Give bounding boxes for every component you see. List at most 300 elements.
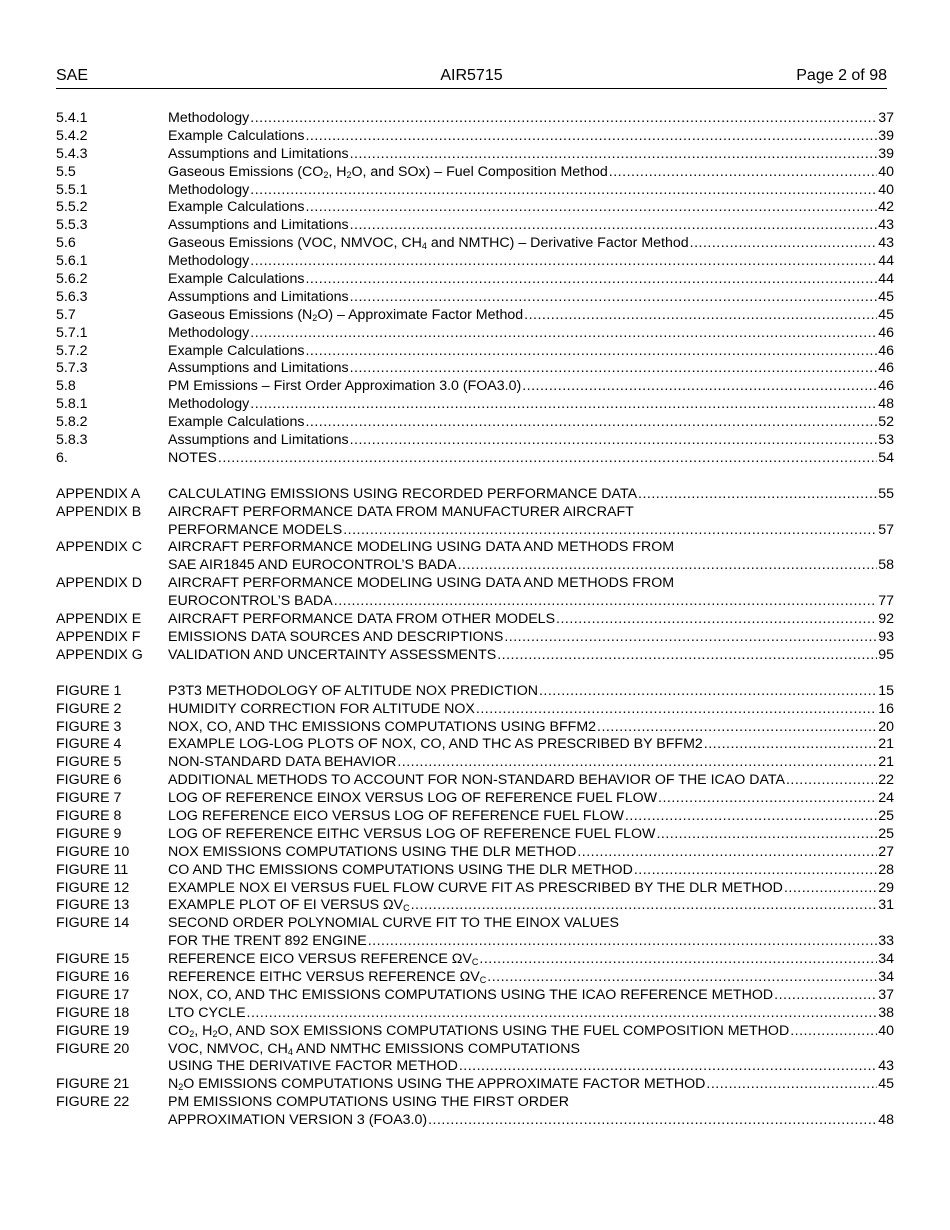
toc-entry-page: 27: [878, 843, 894, 860]
toc-entry-page: 48: [878, 1112, 894, 1129]
header-page-number: Page 2 of 98: [796, 67, 887, 84]
toc-entry-number: FIGURE 4: [56, 736, 122, 753]
toc-entry-body: [168, 271, 894, 289]
toc-entry-number: FIGURE 17: [56, 986, 130, 1003]
toc-entry-body: [168, 235, 894, 253]
toc-entry-number: FIGURE 6: [56, 772, 122, 789]
toc-entry-number: 6.: [56, 449, 68, 466]
toc-entry-body: [168, 343, 894, 361]
toc-dot-leader: [774, 987, 877, 1005]
toc-entry-number: 5.5.1: [56, 181, 88, 198]
toc-entry[interactable]: [56, 360, 894, 378]
toc-entry[interactable]: [56, 719, 894, 737]
toc-entry-page: 34: [878, 951, 894, 968]
toc-entry[interactable]: [56, 1023, 894, 1041]
toc-entry-page: 48: [878, 396, 894, 413]
toc-entry-continuation[interactable]: [56, 933, 894, 951]
toc-entry-page: 93: [878, 628, 894, 645]
toc-entry-title[interactable]: Example Calculations: [168, 414, 305, 431]
toc-entry-page: 53: [878, 432, 894, 449]
toc-entry-page: 45: [878, 306, 894, 323]
toc-entry-body: [168, 844, 894, 862]
toc-entry-title[interactable]: NOX EMISSIONS COMPUTATIONS USING THE DLR METHOD: [168, 843, 577, 860]
toc-entry[interactable]: [56, 307, 894, 325]
toc-dot-leader: [625, 808, 877, 826]
toc-entry-page: 45: [878, 288, 894, 305]
toc-entry-number: 5.8.1: [56, 396, 88, 413]
toc-entry-page: 21: [878, 754, 894, 771]
toc-dot-leader: [459, 1058, 877, 1076]
toc-entry-page: 44: [878, 271, 894, 288]
toc-entry-page: 31: [878, 897, 894, 914]
toc-dot-leader: [458, 557, 878, 575]
toc-entry-number: FIGURE 15: [56, 951, 130, 968]
toc-entry-page: 20: [878, 718, 894, 735]
toc-entry[interactable]: [56, 486, 894, 504]
toc-entry-title[interactable]: REFERENCE EICO VERSUS REFERENCE $\Omega V_C$: [168, 951, 479, 968]
toc-entry-number: FIGURE 2: [56, 700, 122, 717]
toc-entry-title[interactable]: Example Calculations: [168, 271, 305, 288]
toc-entry-title[interactable]: SECOND ORDER POLYNOMIAL CURVE FIT TO THE EINOX VALUES: [168, 915, 619, 932]
toc-entry-title[interactable]: Example Calculations: [168, 199, 305, 216]
toc-dot-leader: [218, 450, 877, 468]
toc-entry-number: 5.5.3: [56, 217, 88, 234]
toc-entry[interactable]: [56, 736, 894, 754]
toc-entry[interactable]: [56, 217, 894, 235]
toc-entry-number: APPENDIX C: [56, 539, 142, 556]
toc-dot-leader: [305, 414, 877, 432]
table-of-contents: [56, 110, 894, 1130]
toc-entry[interactable]: [56, 396, 894, 414]
toc-entry-page: 25: [878, 807, 894, 824]
toc-entry-body: [168, 719, 894, 737]
toc-entry-number: 5.6.1: [56, 253, 88, 270]
toc-entry[interactable]: [56, 450, 894, 468]
toc-entry[interactable]: [56, 915, 894, 933]
toc-entry-body: [168, 307, 894, 325]
toc-entry-body: [168, 432, 894, 450]
toc-entry[interactable]: [56, 826, 894, 844]
toc-dot-leader: [634, 862, 877, 880]
toc-entry-body: [168, 1023, 894, 1041]
toc-entry-title[interactable]: NOTES: [168, 449, 217, 466]
toc-entry-body: [168, 253, 894, 271]
toc-dot-leader: [397, 754, 877, 772]
toc-dot-leader: [334, 593, 877, 611]
toc-entry-title[interactable]: Assumptions and Limitations: [168, 145, 349, 162]
toc-entry-page: 37: [878, 110, 894, 126]
toc-entry-page: 33: [878, 933, 894, 950]
toc-entry-page: 43: [878, 217, 894, 234]
toc-entry-title[interactable]: PERFORMANCE MODELS: [168, 521, 343, 538]
header-doc-number: AIR5715: [440, 67, 503, 84]
toc-entry-body: [168, 754, 894, 772]
toc-entry-page: 46: [878, 360, 894, 377]
toc-dot-leader: [305, 343, 877, 361]
toc-entry-number: FIGURE 13: [56, 897, 130, 914]
toc-entry[interactable]: [56, 271, 894, 289]
toc-entry-page: 37: [878, 986, 894, 1003]
toc-entry-title[interactable]: NOX, CO, AND THC EMISSIONS COMPUTATIONS USING THE ICAO REFERENCE METHOD: [168, 986, 774, 1003]
toc-entry-title[interactable]: Methodology: [168, 253, 250, 270]
toc-entry-title[interactable]: AIRCRAFT PERFORMANCE DATA FROM OTHER MODELS: [168, 611, 556, 628]
toc-group-spacer: [56, 468, 894, 486]
toc-entry-number: 5.4.1: [56, 110, 88, 126]
toc-entry-body: [168, 593, 894, 611]
toc-entry-title[interactable]: CALCULATING EMISSIONS USING RECORDED PERFORMANCE DATA: [168, 485, 638, 502]
toc-dot-leader: [487, 969, 877, 987]
toc-entry-body: [168, 522, 894, 540]
toc-entry-title[interactable]: APPROXIMATION VERSION 3 (FOA3.0): [168, 1112, 428, 1129]
toc-entry-number: FIGURE 3: [56, 718, 122, 735]
toc-entry-title[interactable]: VALIDATION AND UNCERTAINTY ASSESSMENTS: [168, 646, 497, 663]
toc-entry-page: 43: [878, 235, 894, 252]
toc-dot-leader: [524, 307, 877, 325]
toc-dot-leader: [786, 772, 877, 790]
toc-dot-leader: [305, 271, 877, 289]
toc-entry-body: [168, 325, 894, 343]
toc-entry[interactable]: [56, 146, 894, 164]
toc-entry-body: [168, 414, 894, 432]
toc-entry-page: 57: [878, 521, 894, 538]
toc-entry[interactable]: [56, 289, 894, 307]
toc-entry-number: APPENDIX A: [56, 485, 141, 502]
toc-entry-number: 5.8.2: [56, 414, 88, 431]
toc-entry-title[interactable]: FOR THE TRENT 892 ENGINE: [168, 933, 367, 950]
toc-entry-number: APPENDIX F: [56, 628, 141, 645]
toc-entry-continuation[interactable]: [56, 1112, 894, 1130]
toc-entry-page: 46: [878, 378, 894, 395]
toc-entry-number: FIGURE 1: [56, 682, 122, 699]
toc-entry-title[interactable]: Example Calculations: [168, 342, 305, 359]
toc-entry-title[interactable]: $CO_2$, $H_2O$, AND SOX EMISSIONS COMPUTATIONS USING THE FUEL COMPOSITION METHOD: [168, 1022, 790, 1039]
toc-entry[interactable]: [56, 862, 894, 880]
toc-entry-body: [168, 897, 894, 915]
toc-dot-leader: [368, 933, 878, 951]
toc-entry-number: 5.4.3: [56, 145, 88, 162]
toc-entry-body: [168, 1076, 894, 1094]
toc-entry-title[interactable]: EXAMPLE NOX EI VERSUS FUEL FLOW CURVE FIT AS PRESCRIBED BY THE DLR METHOD: [168, 879, 783, 896]
toc-entry-title[interactable]: AIRCRAFT PERFORMANCE MODELING USING DATA AND METHODS FROM: [168, 575, 675, 592]
toc-entry-body: [168, 808, 894, 826]
toc-entry-page: 38: [878, 1004, 894, 1021]
toc-entry-page: 22: [878, 772, 894, 789]
toc-dot-leader: [522, 378, 877, 396]
toc-entry-number: 5.8.3: [56, 432, 88, 449]
toc-entry[interactable]: [56, 772, 894, 790]
toc-entry-number: APPENDIX B: [56, 503, 142, 520]
toc-entry-body: [168, 396, 894, 414]
toc-entry-body: [168, 987, 894, 1005]
toc-dot-leader: [250, 253, 877, 271]
toc-entry[interactable]: [56, 1041, 894, 1059]
toc-dot-leader: [350, 289, 878, 307]
toc-entry[interactable]: [56, 1094, 894, 1112]
toc-dot-leader: [428, 1112, 877, 1130]
toc-dot-leader: [577, 844, 877, 862]
toc-entry-body: [168, 199, 894, 217]
toc-entry-body: [168, 1041, 894, 1059]
toc-entry-title[interactable]: P3T3 METHODOLOGY OF ALTITUDE NOX PREDICTION: [168, 682, 538, 699]
toc-entry[interactable]: [56, 182, 894, 200]
toc-entry-page: 25: [878, 825, 894, 842]
toc-entry-page: 46: [878, 324, 894, 341]
toc-entry-number: FIGURE 14: [56, 915, 130, 932]
toc-entry-title[interactable]: Assumptions and Limitations: [168, 360, 349, 377]
toc-entry-page: 40: [878, 181, 894, 198]
toc-entry[interactable]: [56, 969, 894, 987]
toc-entry-title[interactable]: Methodology: [168, 324, 250, 341]
toc-entry-title[interactable]: LOG OF REFERENCE EINOX VERSUS LOG OF REFERENCE FUEL FLOW: [168, 790, 658, 807]
toc-dot-leader: [250, 396, 877, 414]
toc-entry-number: 5.6.3: [56, 288, 88, 305]
toc-entry-page: 45: [878, 1076, 894, 1093]
toc-entry-body: [168, 701, 894, 719]
toc-dot-leader: [497, 647, 877, 665]
toc-entry[interactable]: [56, 844, 894, 862]
toc-entry-title[interactable]: LTO CYCLE: [168, 1004, 246, 1021]
toc-entry-continuation[interactable]: [56, 1058, 894, 1076]
toc-entry-page: 28: [878, 861, 894, 878]
toc-entry-body: [168, 164, 894, 182]
toc-entry-body: [168, 629, 894, 647]
toc-entry-title[interactable]: Gaseous Emissions ($CO_2$, $H_2O$, and SOx) – Fuel Composition Method: [168, 163, 608, 180]
toc-entry-body: [168, 683, 894, 701]
toc-entry[interactable]: [56, 951, 894, 969]
toc-dot-leader: [305, 128, 877, 146]
toc-entry-title[interactable]: AIRCRAFT PERFORMANCE DATA FROM MANUFACTURER AIRCRAFT: [168, 503, 634, 520]
toc-entry-title[interactable]: Methodology: [168, 396, 250, 413]
toc-entry[interactable]: [56, 897, 894, 915]
toc-dot-leader: [250, 110, 877, 128]
toc-entry-body: [168, 933, 894, 951]
toc-entry-title[interactable]: ADDITIONAL METHODS TO ACCOUNT FOR NON-STANDARD BEHAVIOR OF THE ICAO DATA: [168, 772, 785, 789]
toc-entry[interactable]: [56, 701, 894, 719]
toc-entry-page: 42: [878, 199, 894, 216]
toc-entry-number: FIGURE 9: [56, 825, 122, 842]
toc-entry[interactable]: [56, 110, 894, 128]
toc-entry-body: [168, 1112, 894, 1130]
toc-entry[interactable]: [56, 128, 894, 146]
toc-dot-leader: [656, 826, 877, 844]
toc-entry-page: 95: [878, 646, 894, 663]
toc-entry-title[interactable]: REFERENCE EITHC VERSUS REFERENCE $\Omega V_C$: [168, 968, 487, 985]
toc-entry-title[interactable]: EXAMPLE PLOT OF EI VERSUS $\Omega V_C$: [168, 897, 410, 914]
toc-entry[interactable]: [56, 611, 894, 629]
toc-dot-leader: [250, 182, 877, 200]
toc-entry[interactable]: [56, 629, 894, 647]
toc-entry[interactable]: [56, 1005, 894, 1023]
toc-entry-body: [168, 1058, 894, 1076]
toc-entry-number: FIGURE 18: [56, 1004, 130, 1021]
toc-entry-page: 40: [878, 163, 894, 180]
toc-entry-title[interactable]: NOX, CO, AND THC EMISSIONS COMPUTATIONS USING BFFM2: [168, 718, 597, 735]
toc-entry-title[interactable]: EUROCONTROL’S BADA: [168, 593, 333, 610]
toc-entry-number: 5.6.2: [56, 271, 88, 288]
toc-entry-number: FIGURE 22: [56, 1094, 130, 1111]
toc-entry-title[interactable]: Assumptions and Limitations: [168, 288, 349, 305]
toc-entry[interactable]: [56, 504, 894, 522]
toc-entry-title[interactable]: PM EMISSIONS COMPUTATIONS USING THE FIRST ORDER: [168, 1094, 569, 1111]
toc-entry-page: 46: [878, 342, 894, 359]
toc-entry-body: [168, 862, 894, 880]
toc-entry-number: 5.5.2: [56, 199, 88, 216]
toc-entry-body: [168, 378, 894, 396]
toc-entry-title[interactable]: Gaseous Emissions (VOC, NMVOC, $CH_4$ and NMTHC) – Derivative Factor Method: [168, 235, 689, 252]
toc-dot-leader: [411, 897, 878, 915]
toc-dot-leader: [706, 1076, 877, 1094]
toc-entry-body: [168, 557, 894, 575]
toc-entry-page: 39: [878, 127, 894, 144]
page-header: [56, 66, 887, 89]
toc-entry-title[interactable]: USING THE DERIVATIVE FACTOR METHOD: [168, 1058, 458, 1075]
toc-entry-body: [168, 360, 894, 378]
toc-entry-title[interactable]: Example Calculations: [168, 127, 305, 144]
toc-dot-leader: [539, 683, 877, 701]
toc-entry-body: [168, 736, 894, 754]
toc-entry-page: 54: [878, 449, 894, 466]
toc-entry-page: 34: [878, 968, 894, 985]
toc-entry-title[interactable]: Gaseous Emissions $(N_2O)$ – Approximate Factor Method: [168, 306, 524, 323]
toc-entry-page: 58: [878, 557, 894, 574]
toc-entry[interactable]: [56, 647, 894, 665]
toc-entry-page: 16: [878, 700, 894, 717]
toc-entry-title[interactable]: CO AND THC EMISSIONS COMPUTATIONS USING THE DLR METHOD: [168, 861, 633, 878]
toc-dot-leader: [690, 235, 878, 253]
toc-entry-page: 24: [878, 790, 894, 807]
toc-entry[interactable]: [56, 164, 894, 182]
toc-entry[interactable]: [56, 987, 894, 1005]
toc-dot-leader: [479, 951, 877, 969]
toc-entry[interactable]: [56, 683, 894, 701]
toc-entry-title[interactable]: LOG OF REFERENCE EITHC VERSUS LOG OF REFERENCE FUEL FLOW: [168, 825, 656, 842]
toc-entry-body: [168, 575, 894, 593]
toc-entry[interactable]: [56, 235, 894, 253]
toc-entry[interactable]: [56, 343, 894, 361]
toc-entry-number: FIGURE 20: [56, 1040, 130, 1057]
toc-entry-title[interactable]: EMISSIONS DATA SOURCES AND DESCRIPTIONS: [168, 628, 504, 645]
toc-entry-number: FIGURE 8: [56, 807, 122, 824]
toc-entry-page: 52: [878, 414, 894, 431]
toc-entry-body: [168, 182, 894, 200]
toc-entry-title[interactable]: Methodology: [168, 181, 250, 198]
toc-entry-title[interactable]: Assumptions and Limitations: [168, 432, 349, 449]
toc-entry-title[interactable]: AIRCRAFT PERFORMANCE MODELING USING DATA AND METHODS FROM: [168, 539, 675, 556]
toc-entry-body: [168, 128, 894, 146]
toc-entry-body: [168, 611, 894, 629]
toc-entry-body: [168, 504, 894, 522]
toc-entry-body: [168, 880, 894, 898]
toc-entry-body: [168, 486, 894, 504]
toc-entry[interactable]: [56, 575, 894, 593]
toc-dot-leader: [784, 880, 877, 898]
toc-entry-number: FIGURE 21: [56, 1076, 130, 1093]
toc-entry-title[interactable]: $N_2O$ EMISSIONS COMPUTATIONS USING THE APPROXIMATE FACTOR METHOD: [168, 1076, 706, 1093]
toc-entry[interactable]: [56, 325, 894, 343]
toc-dot-leader: [350, 217, 878, 235]
toc-entry-title[interactable]: PM Emissions – First Order Approximation 3.0 (FOA3.0): [168, 378, 522, 395]
toc-entry-number: FIGURE 16: [56, 968, 130, 985]
toc-entry[interactable]: [56, 378, 894, 396]
toc-entry-number: FIGURE 7: [56, 790, 122, 807]
toc-entry-body: [168, 790, 894, 808]
toc-dot-leader: [609, 164, 877, 182]
toc-dot-leader: [504, 629, 877, 647]
toc-entry-body: [168, 969, 894, 987]
toc-entry-title[interactable]: LOG REFERENCE EICO VERSUS LOG OF REFERENCE FUEL FLOW: [168, 807, 624, 824]
toc-entry-continuation[interactable]: [56, 557, 894, 575]
toc-dot-leader: [704, 736, 877, 754]
toc-entry-body: [168, 915, 894, 933]
toc-entry-number: 5.4.2: [56, 127, 88, 144]
toc-entry-body: [168, 1005, 894, 1023]
toc-entry-number: 5.6: [56, 235, 76, 252]
toc-dot-leader: [247, 1005, 878, 1023]
toc-entry-number: 5.8: [56, 378, 76, 395]
toc-entry-page: 29: [878, 879, 894, 896]
toc-entry-page: 77: [878, 593, 894, 610]
toc-entry-body: [168, 146, 894, 164]
toc-entry-number: FIGURE 5: [56, 754, 122, 771]
toc-entry[interactable]: [56, 199, 894, 217]
header-org: SAE: [56, 67, 89, 84]
toc-entry[interactable]: [56, 539, 894, 557]
toc-dot-leader: [350, 432, 878, 450]
toc-entry-body: [168, 772, 894, 790]
toc-dot-leader: [305, 199, 877, 217]
toc-entry-page: 43: [878, 1058, 894, 1075]
toc-entry-body: [168, 951, 894, 969]
toc-entry-body: [168, 450, 894, 468]
toc-entry-page: 44: [878, 253, 894, 270]
toc-entry-title[interactable]: Methodology: [168, 110, 250, 126]
toc-entry-title[interactable]: VOC, NMVOC, $CH_4$ AND NMTHC EMISSIONS COMPUTATIONS: [168, 1040, 581, 1057]
toc-dot-leader: [250, 325, 877, 343]
toc-dot-leader: [658, 790, 877, 808]
toc-dot-leader: [790, 1023, 877, 1041]
toc-entry[interactable]: [56, 880, 894, 898]
toc-entry-title[interactable]: HUMIDITY CORRECTION FOR ALTITUDE NOX: [168, 700, 475, 717]
toc-dot-leader: [556, 611, 877, 629]
toc-entry-body: [168, 110, 894, 128]
toc-entry[interactable]: [56, 790, 894, 808]
toc-entry-number: FIGURE 19: [56, 1022, 130, 1039]
toc-dot-leader: [638, 486, 877, 504]
toc-entry[interactable]: [56, 808, 894, 826]
toc-entry[interactable]: [56, 754, 894, 772]
toc-entry-number: APPENDIX D: [56, 575, 142, 592]
toc-entry[interactable]: [56, 414, 894, 432]
toc-entry-title[interactable]: Assumptions and Limitations: [168, 217, 349, 234]
toc-entry-page: 21: [878, 736, 894, 753]
toc-entry[interactable]: [56, 432, 894, 450]
toc-entry-page: 15: [878, 682, 894, 699]
toc-entry-page: 39: [878, 145, 894, 162]
toc-entry-continuation[interactable]: [56, 522, 894, 540]
toc-entry-number: FIGURE 10: [56, 843, 130, 860]
toc-entry-title[interactable]: NON-STANDARD DATA BEHAVIOR: [168, 754, 397, 771]
toc-entry-number: FIGURE 12: [56, 879, 130, 896]
toc-entry[interactable]: [56, 253, 894, 271]
toc-entry-body: [168, 647, 894, 665]
toc-entry-title[interactable]: EXAMPLE LOG-LOG PLOTS OF NOX, CO, AND THC AS PRESCRIBED BY BFFM2: [168, 736, 703, 753]
toc-entry-continuation[interactable]: [56, 593, 894, 611]
toc-entry[interactable]: [56, 1076, 894, 1094]
toc-entry-title[interactable]: SAE AIR1845 AND EUROCONTROL’S BADA: [168, 557, 457, 574]
toc-entry-number: APPENDIX G: [56, 646, 143, 663]
toc-dot-leader: [597, 719, 877, 737]
toc-entry-page: 40: [878, 1022, 894, 1039]
